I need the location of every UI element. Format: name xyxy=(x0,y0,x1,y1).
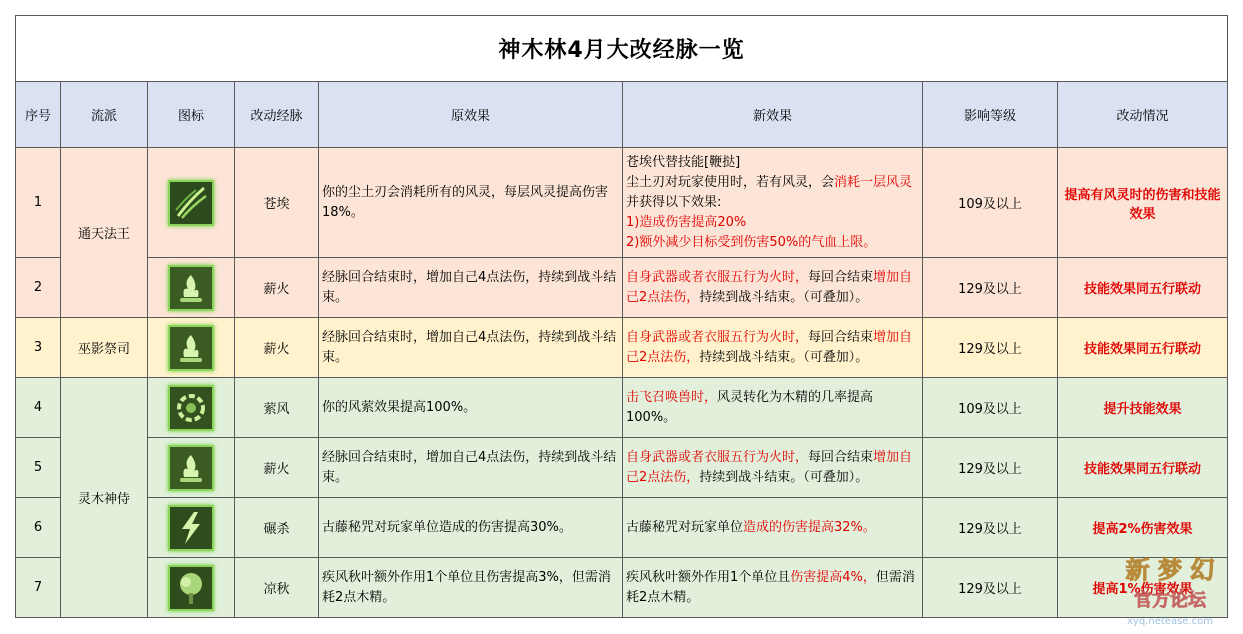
school-cell: 通天法王 xyxy=(61,148,148,318)
school-cell: 灵木神侍 xyxy=(61,378,148,618)
campfire-icon xyxy=(168,265,214,311)
table-row xyxy=(16,438,1228,498)
meridian-name: 萦风 xyxy=(235,378,319,438)
watermark-title: 新 梦 幻 xyxy=(1125,556,1215,584)
tree-icon xyxy=(168,565,214,611)
impact-level: 109及以上 xyxy=(923,148,1058,258)
change-summary: 提高1%伤害效果 xyxy=(1058,558,1228,618)
new-effect: 自身武器或者衣服五行为火时，每回合结束增加自己2点法伤，持续到战斗结束。（可叠加）。 xyxy=(623,258,923,318)
impact-level: 129及以上 xyxy=(923,318,1058,378)
table-row xyxy=(16,148,1228,258)
lightning-icon xyxy=(168,505,214,551)
campfire-icon xyxy=(168,445,214,491)
meridian-table-wrapper xyxy=(15,15,1228,618)
new-effect: 疾风秋叶额外作用1个单位且伤害提高4%，但需消耗2点木精。 xyxy=(623,558,923,618)
change-summary: 提高有风灵时的伤害和技能效果 xyxy=(1058,148,1228,258)
meridian-name: 薪火 xyxy=(235,258,319,318)
meridian-table xyxy=(15,15,1228,618)
impact-level: 129及以上 xyxy=(923,498,1058,558)
header-meridian: 改动经脉 xyxy=(235,82,319,148)
impact-level: 129及以上 xyxy=(923,258,1058,318)
table-row xyxy=(16,558,1228,618)
meridian-name: 碾杀 xyxy=(235,498,319,558)
meridian-name: 薪火 xyxy=(235,438,319,498)
wind-slash-icon xyxy=(168,180,214,226)
header-original-effect: 原效果 xyxy=(319,82,623,148)
row-index: 1 xyxy=(16,148,61,258)
original-effect: 古藤秘咒对玩家单位造成的伤害提高30%。 xyxy=(319,498,623,558)
campfire-icon xyxy=(168,325,214,371)
header-new-effect: 新效果 xyxy=(623,82,923,148)
table-row xyxy=(16,378,1228,438)
header-school: 流派 xyxy=(61,82,148,148)
original-effect: 经脉回合结束时，增加自己4点法伤，持续到战斗结束。 xyxy=(319,438,623,498)
table-row xyxy=(16,318,1228,378)
row-index: 6 xyxy=(16,498,61,558)
change-summary: 技能效果同五行联动 xyxy=(1058,438,1228,498)
new-effect: 古藤秘咒对玩家单位造成的伤害提高32%。 xyxy=(623,498,923,558)
new-effect: 苍埃代替技能[鞭挞] 尘土刃对玩家使用时，若有风灵，会消耗一层风灵并获得以下效果: 1)造成伤害提高20% 2)额外减少目标受到伤害50%的气血上限。 xyxy=(623,148,923,258)
impact-level: 129及以上 xyxy=(923,558,1058,618)
row-index: 7 xyxy=(16,558,61,618)
row-index: 4 xyxy=(16,378,61,438)
row-index: 2 xyxy=(16,258,61,318)
row-index: 5 xyxy=(16,438,61,498)
change-summary: 技能效果同五行联动 xyxy=(1058,318,1228,378)
meridian-name: 苍埃 xyxy=(235,148,319,258)
school-cell: 巫影祭司 xyxy=(61,318,148,378)
new-effect: 自身武器或者衣服五行为火时，每回合结束增加自己2点法伤，持续到战斗结束。（可叠加）。 xyxy=(623,438,923,498)
original-effect: 你的尘土刃会消耗所有的风灵，每层风灵提高伤害18%。 xyxy=(319,148,623,258)
row-index: 3 xyxy=(16,318,61,378)
header-icon: 图标 xyxy=(148,82,235,148)
wreath-icon xyxy=(168,385,214,431)
change-summary: 提升技能效果 xyxy=(1058,378,1228,438)
watermark-url: xyq.netease.com xyxy=(1127,616,1213,627)
original-effect: 经脉回合结束时，增加自己4点法伤，持续到战斗结束。 xyxy=(319,318,623,378)
table-row xyxy=(16,498,1228,558)
header-change: 改动情况 xyxy=(1058,82,1228,148)
meridian-name: 凉秋 xyxy=(235,558,319,618)
original-effect: 你的风萦效果提高100%。 xyxy=(319,378,623,438)
impact-level: 109及以上 xyxy=(923,378,1058,438)
original-effect: 经脉回合结束时，增加自己4点法伤，持续到战斗结束。 xyxy=(319,258,623,318)
original-effect: 疾风秋叶额外作用1个单位且伤害提高3%，但需消耗2点木精。 xyxy=(319,558,623,618)
header-index: 序号 xyxy=(16,82,61,148)
watermark-subtitle: 官方论坛 xyxy=(1134,590,1206,611)
meridian-name: 薪火 xyxy=(235,318,319,378)
new-effect: 击飞召唤兽时，风灵转化为木精的几率提高100%。 xyxy=(623,378,923,438)
change-summary: 技能效果同五行联动 xyxy=(1058,258,1228,318)
header-level: 影响等级 xyxy=(923,82,1058,148)
change-summary: 提高2%伤害效果 xyxy=(1058,498,1228,558)
table-title: 神木林4月大改经脉一览 xyxy=(16,16,1228,82)
new-effect: 自身武器或者衣服五行为火时，每回合结束增加自己2点法伤，持续到战斗结束。（可叠加）。 xyxy=(623,318,923,378)
table-row xyxy=(16,258,1228,318)
impact-level: 129及以上 xyxy=(923,438,1058,498)
